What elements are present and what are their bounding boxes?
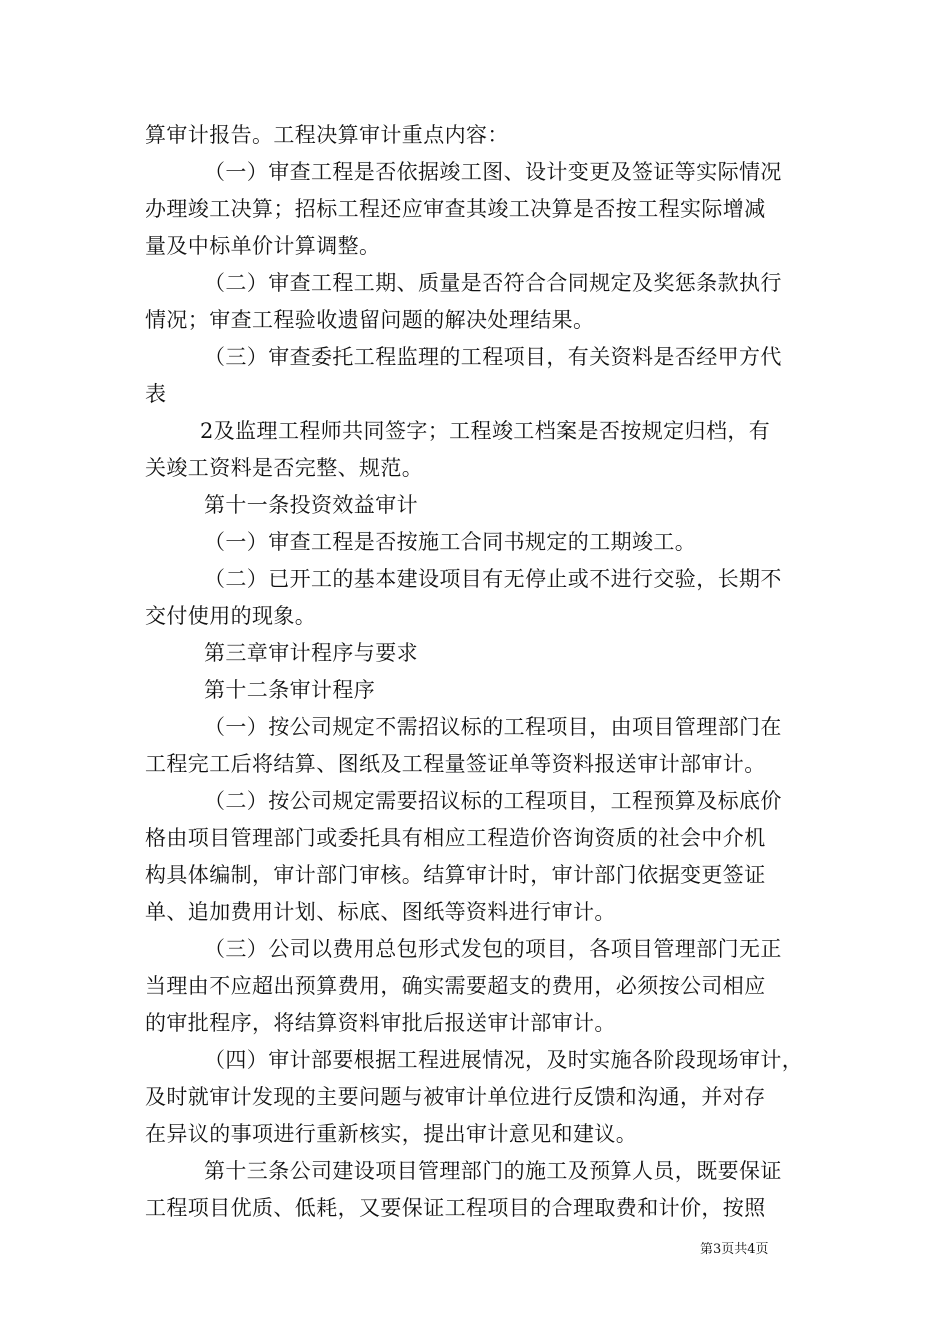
text-line-6: 情况；审查工程验收遗留问题的解决处理结果。 (145, 308, 595, 332)
text-line-23: （三）公司以费用总包形式发包的项目，各项目管理部门无正 (204, 937, 782, 961)
text-line-20: 格由项目管理部门或委托具有相应工程造价咨询资质的社会中介机 (145, 826, 766, 850)
text-line-17: （一）按公司规定不需招议标的工程项目，由项目管理部门在 (204, 715, 782, 739)
text-line-24: 当理由不应超出预算费用，确实需要超支的费用，必须按公司相应 (145, 974, 766, 998)
text-line-12: （一）审查工程是否按施工合同书规定的工期竣工。 (204, 530, 697, 554)
text-line-25: 的审批程序，将结算资料审批后报送审计部审计。 (145, 1011, 616, 1035)
text-line-16: 第十二条审计程序 (204, 678, 376, 702)
text-line-28: 在异议的事项进行重新核实，提出审计意见和建议。 (145, 1122, 638, 1146)
text-line-19: （二）按公司规定需要招议标的工程项目，工程预算及标底价 (204, 789, 782, 813)
text-line-5: （二）审查工程工期、质量是否符合合同规定及奖惩条款执行 (204, 271, 782, 295)
text-line-26: （四）审计部要根据工程进展情况，及时实施各阶段现场审计， (204, 1048, 804, 1072)
text-line-7: （三）审查委托工程监理的工程项目，有关资料是否经甲方代 (204, 345, 782, 369)
text-line-4: 量及中标单价计算调整。 (145, 234, 381, 258)
text-line-8: 表 (145, 382, 167, 406)
text-line-30: 工程项目优质、低耗，又要保证工程项目的合理取费和计价，按照 (145, 1196, 766, 1220)
text-line-15: 第三章审计程序与要求 (204, 641, 418, 665)
text-line-2: （一）审查工程是否依据竣工图、设计变更及签证等实际情况 (204, 160, 782, 184)
page-number: 第3页共4页 (700, 1242, 769, 1257)
text-line-11: 第十一条投资效益审计 (204, 493, 418, 517)
text-line-1: 算审计报告。工程决算审计重点内容： (145, 123, 509, 147)
text-line-13: （二）已开工的基本建设项目有无停止或不进行交验，长期不 (204, 567, 782, 591)
text-line-27: 及时就审计发现的主要问题与被审计单位进行反馈和沟通，并对存 (145, 1085, 766, 1109)
text-line-29: 第十三条公司建设项目管理部门的施工及预算人员，既要保证 (204, 1159, 782, 1183)
text-line-22: 单、追加费用计划、标底、图纸等资料进行审计。 (145, 900, 616, 924)
text-line-3: 办理竣工决算；招标工程还应审查其竣工决算是否按工程实际增减 (145, 197, 766, 221)
text-line-18: 工程完工后将结算、图纸及工程量签证单等资料报送审计部审计。 (145, 752, 766, 776)
text-line-14: 交付使用的现象。 (145, 604, 317, 628)
text-line-9: 2及监理工程师共同签字；工程竣工档案是否按规定归档，有 (200, 419, 771, 443)
text-line-21: 构具体编制，审计部门审核。结算审计时，审计部门依据变更签证 (145, 863, 766, 887)
text-line-10: 关竣工资料是否完整、规范。 (145, 456, 424, 480)
